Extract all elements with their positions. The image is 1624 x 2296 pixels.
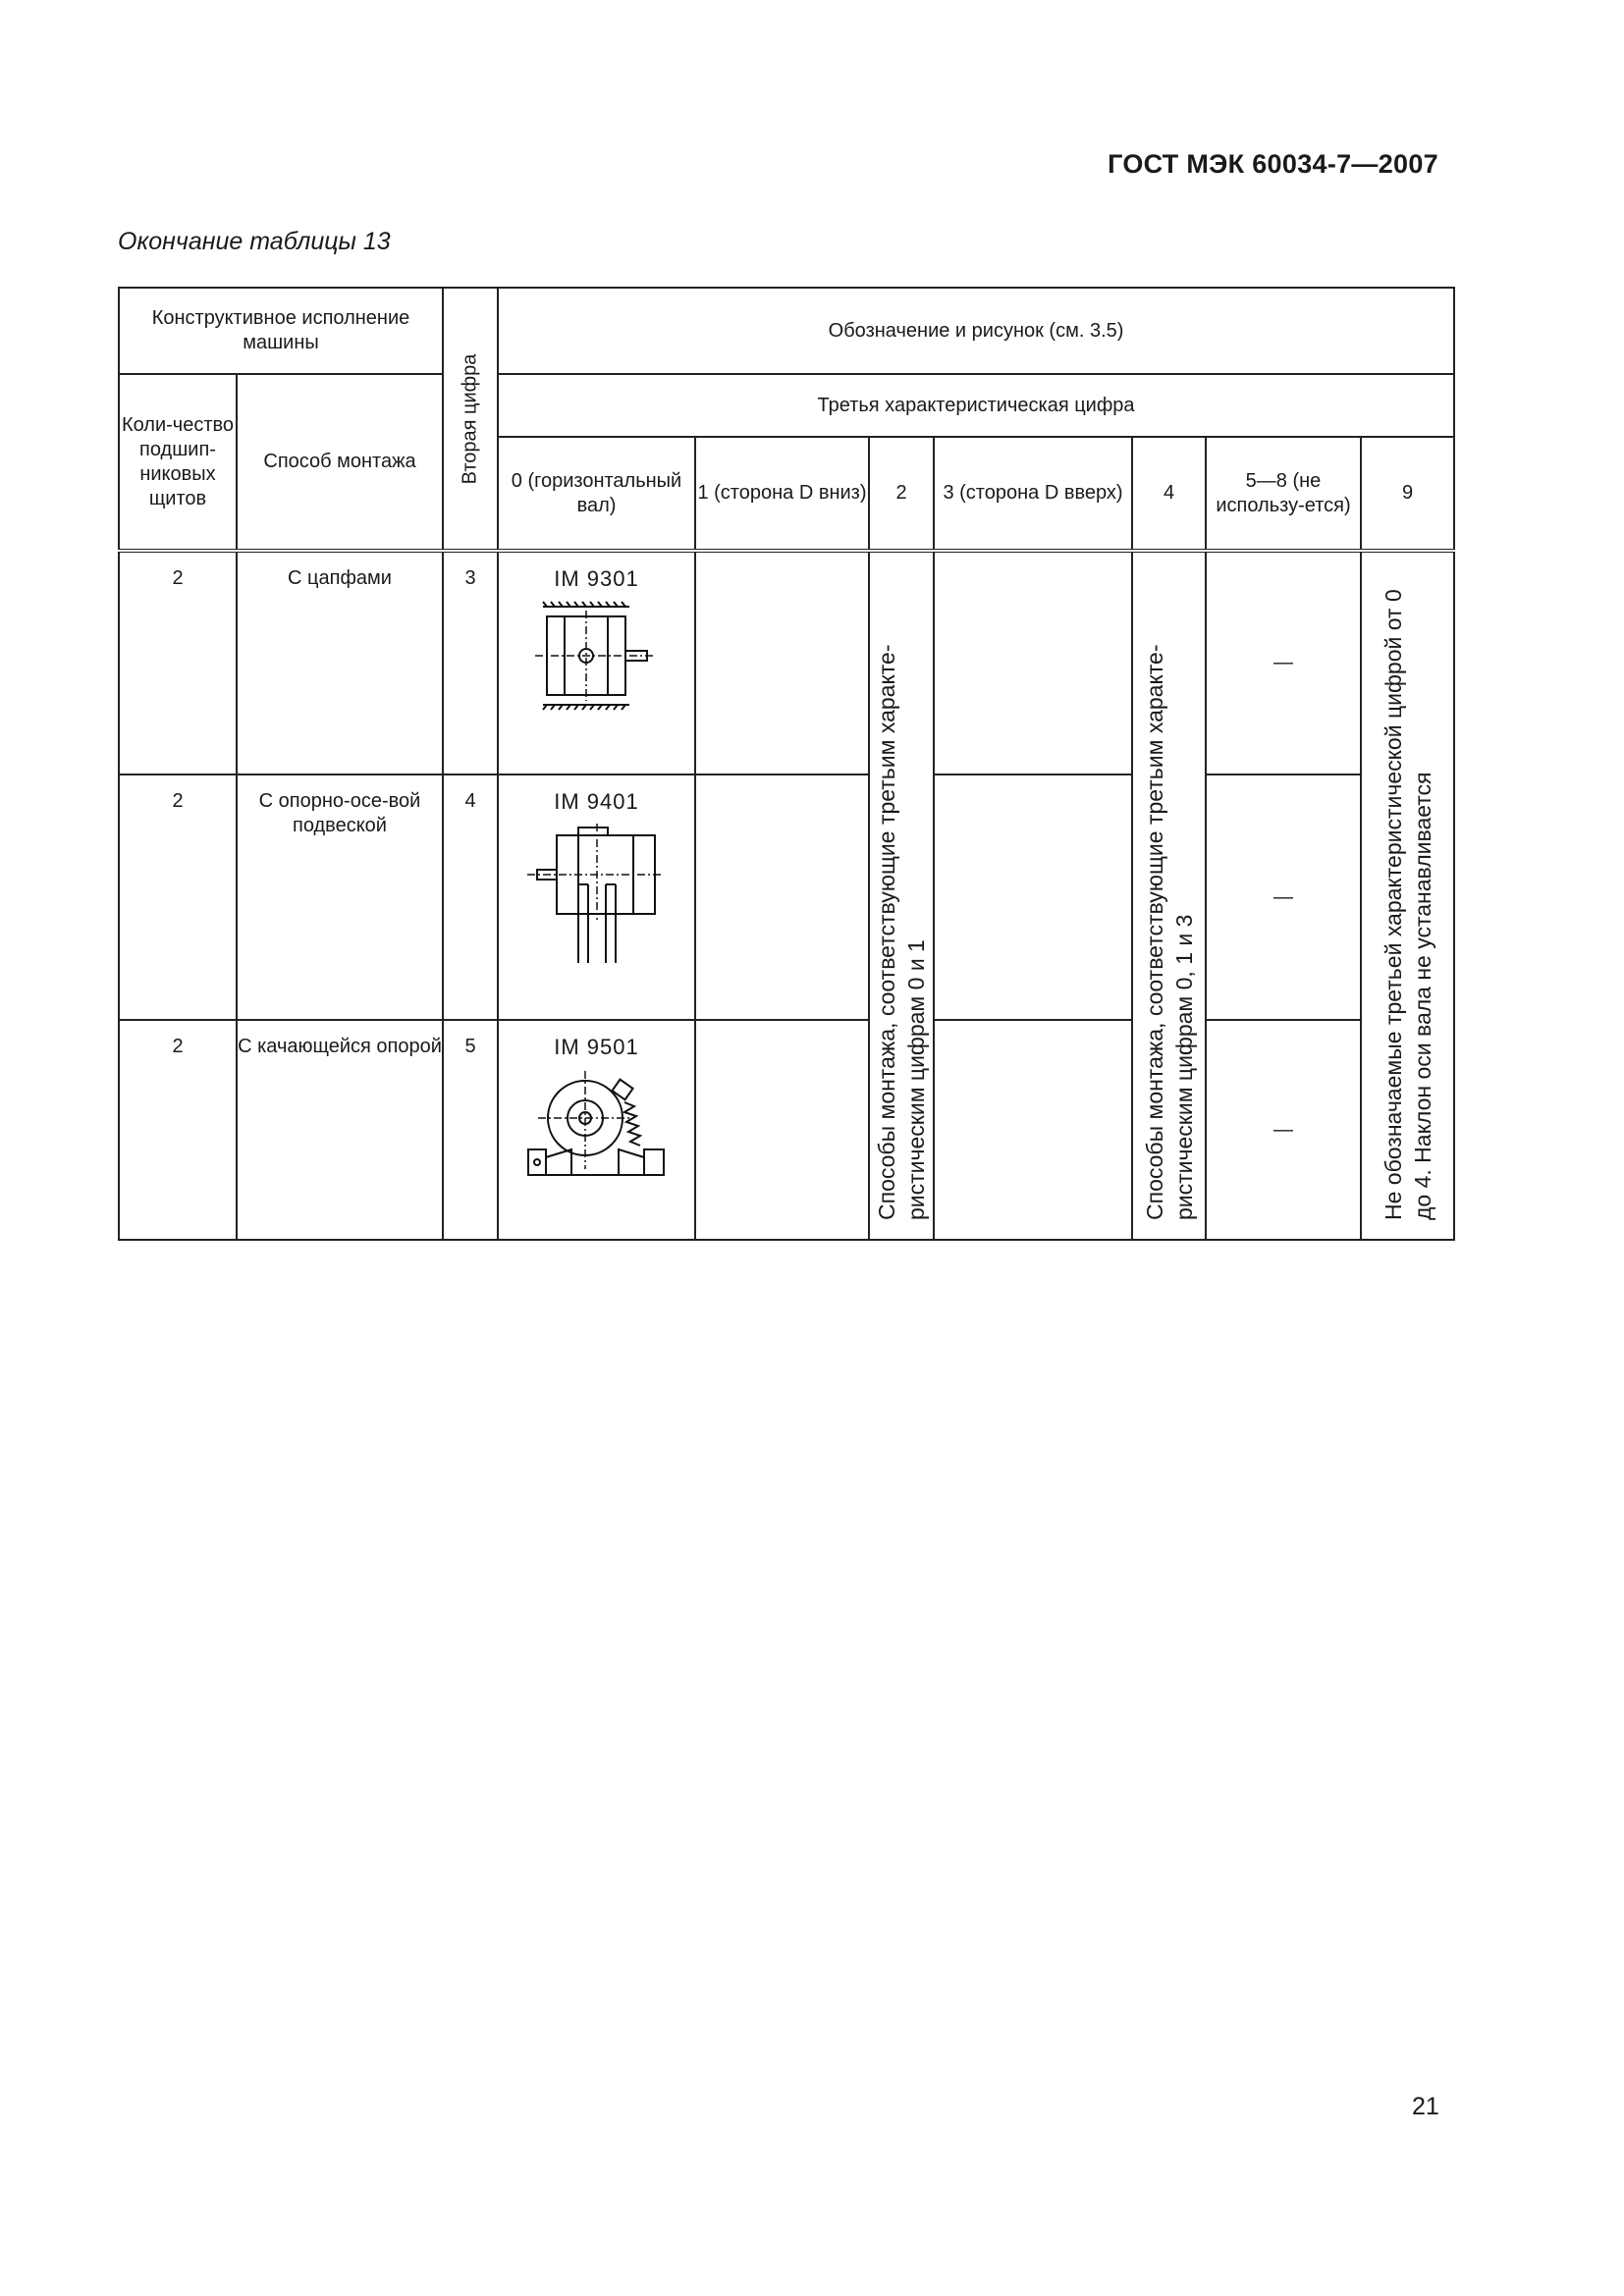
- bearing-count-cell: 2: [119, 774, 237, 1020]
- mounting-method-cell: С опорно-осе-вой подвеской: [237, 774, 443, 1020]
- bearing-count-cell: 2: [119, 551, 237, 774]
- mounting-method-cell: С цапфами: [237, 551, 443, 774]
- header-col-3: 3 (сторона D вверх): [934, 437, 1132, 551]
- im-figure-cell: [498, 551, 695, 774]
- bearing-count-cell: 2: [119, 1020, 237, 1240]
- trunnion-mounting-drawing: [523, 599, 671, 715]
- col-9-merged-cell: [1361, 551, 1454, 1240]
- header-machine-design: Конструктивное исполнение машины: [119, 288, 443, 374]
- header-bearing-count: Коли-чество подшип-никовых щитов: [119, 374, 237, 551]
- im-figure-cell: [498, 1020, 695, 1240]
- col-3-cell: [934, 774, 1132, 1020]
- table-row: [119, 1020, 1454, 1240]
- col-2-merged-cell: [869, 551, 934, 1240]
- col-3-cell: [934, 1020, 1132, 1240]
- header-col-9: 9: [1361, 437, 1454, 551]
- im-code: IM 9401: [554, 789, 639, 814]
- axle-suspension-drawing: [523, 822, 671, 969]
- header-col-4: 4: [1132, 437, 1206, 551]
- second-digit-cell: 3: [443, 551, 498, 774]
- header-col-2: 2: [869, 437, 934, 551]
- im-code: IM 9501: [554, 1035, 639, 1059]
- second-digit-cell: 5: [443, 1020, 498, 1240]
- col-5-8-cell: —: [1206, 551, 1361, 774]
- header-col-0: 0 (горизонтальный вал): [498, 437, 695, 551]
- header-third-digit: Третья характеристическая цифра: [498, 374, 1454, 437]
- mounting-method-cell: С качающейся опорой: [237, 1020, 443, 1240]
- table-caption: Окончание таблицы 13: [118, 228, 391, 255]
- im-figure-cell: [498, 774, 695, 1020]
- header-mounting-method: Способ монтажа: [237, 374, 443, 551]
- col-3-cell: [934, 551, 1132, 774]
- col-2-note: Способы монтажа, соответствующие третьим характе-ристическим цифрам 0 и 1: [874, 644, 929, 1220]
- col-1-cell: [695, 551, 869, 774]
- header-second-digit-label: Вторая цифра: [459, 353, 481, 484]
- header-designation: Обозначение и рисунок (см. 3.5): [498, 288, 1454, 374]
- mounting-arrangements-table: [118, 287, 1455, 1241]
- table-row: [119, 774, 1454, 1020]
- header-col-5-8: 5—8 (не использу-ется): [1206, 437, 1361, 551]
- col-5-8-cell: —: [1206, 774, 1361, 1020]
- col-1-cell: [695, 774, 869, 1020]
- table-row: [119, 551, 1454, 774]
- header-col-1: 1 (сторона D вниз): [695, 437, 869, 551]
- header-second-digit: [443, 288, 498, 551]
- col-9-note: Не обозначаемые третьей характеристической цифрой от 0 до 4. Наклон оси вала не устанавливается: [1380, 588, 1435, 1220]
- page-number: 21: [1412, 2093, 1439, 2120]
- col-5-8-cell: —: [1206, 1020, 1361, 1240]
- second-digit-cell: 4: [443, 774, 498, 1020]
- rocking-support-drawing: [518, 1067, 676, 1183]
- col-4-merged-cell: [1132, 551, 1206, 1240]
- col-4-note: Способы монтажа, соответствующие третьим характе-ристическим цифрам 0, 1 и 3: [1141, 644, 1197, 1220]
- col-1-cell: [695, 1020, 869, 1240]
- standard-designation: ГОСТ МЭК 60034-7—2007: [1108, 149, 1438, 179]
- im-code: IM 9301: [554, 566, 639, 591]
